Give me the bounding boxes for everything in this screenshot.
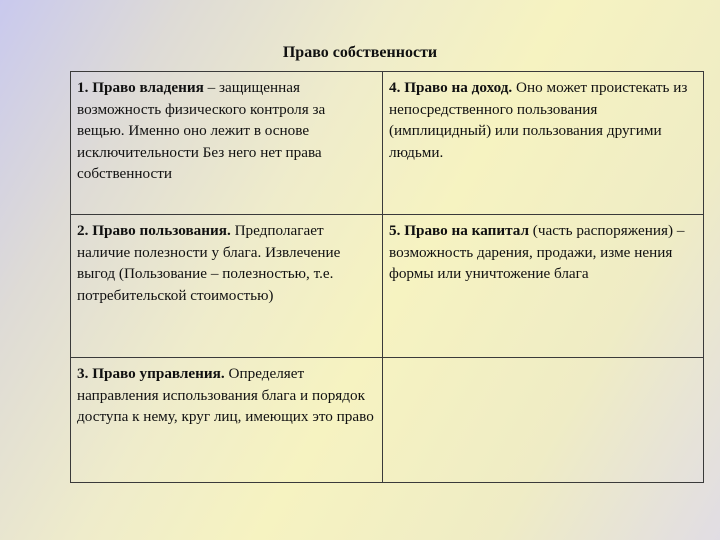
cell-right-of-management	[71, 358, 383, 483]
table-row	[71, 215, 704, 358]
cell-description: (часть распоряжения) – возможность дарения, продажи, изме нения формы или уничтожение блага	[389, 222, 685, 282]
cell-right-to-capital	[383, 215, 704, 358]
cell-description: – защищенная возможность физического контроля за вещью. Именно оно лежит в основе исключительности Без него нет права собственности	[77, 79, 326, 182]
cell-term: 5. Право на капитал	[389, 222, 529, 239]
cell-description: Определяет направления использования блага и порядок доступа к нему, круг лиц, имеющих это право	[77, 365, 374, 425]
cell-term: 1. Право владения	[77, 79, 204, 96]
table-row	[71, 358, 704, 483]
cell-term: 2. Право пользования.	[77, 222, 231, 239]
slide-title: Право собственности	[282, 44, 438, 61]
cell-right-to-income	[383, 72, 704, 215]
cell-term: 3. Право управления.	[77, 365, 225, 382]
cell-right-of-use	[71, 215, 383, 358]
cell-right-of-possession	[71, 72, 383, 215]
cell-term: 4. Право на доход.	[389, 79, 513, 96]
cell-description: Оно может проистекать из непосредственного пользования (имплицидный) или пользования другими людьми.	[389, 79, 688, 161]
cell-empty	[383, 358, 704, 483]
ownership-rights-table	[70, 71, 704, 483]
cell-description: Предполагает наличие полезности у блага. Извлечение выгод (Пользование – полезностью, т.е. потребительской стоимостью)	[77, 222, 341, 304]
table-row	[71, 72, 704, 215]
